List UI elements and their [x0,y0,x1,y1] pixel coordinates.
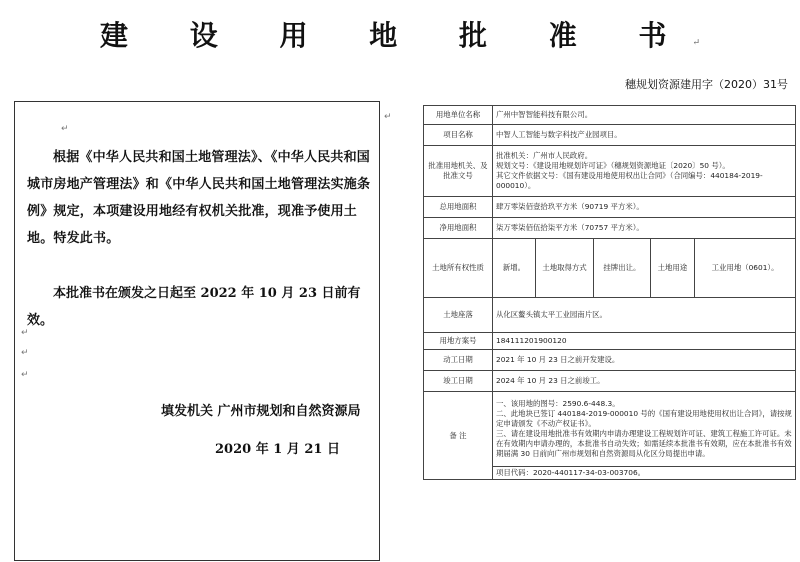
page-title [0,14,800,54]
row-value: 柒万零柒佰伍拾柒平方米（70757 平方米）。 [493,218,796,239]
row-value: 肆万零柒佰壹拾玖平方米（90719 平方米）。 [493,197,796,218]
edit-mark-icon: ↵ [692,38,701,48]
table-row [424,239,796,298]
note-2: 二、此地块已签订 440184-2019-000010 号的《国有建设用地使用权出让合同》，请按规定申请颁发《不动产权证书》。 [496,409,792,428]
edit-mark-icon: ↵ [384,112,392,122]
land-info-table [423,105,796,480]
edit-mark-icon: ↵ [21,348,29,358]
planning-doc-number: 规划文号：《建设用地规划许可证》（穗规划资源地证〔2020〕50 号）。 [496,161,730,170]
row-label: 用地方案号 [424,333,493,350]
row-label: 竣工日期 [424,371,493,392]
land-use-label: 土地用途 [650,239,694,298]
row-value: 广州中智智能科技有限公司。 [493,106,796,125]
notes-label: 备 注 [424,392,493,480]
document-number: 穗规划资源建用字（2020）31号 [625,78,788,91]
table-row [424,218,796,239]
table-row [424,106,796,125]
table-row [424,146,796,197]
table-row [424,371,796,392]
row-label: 批准用地机关、及批准文号 [424,146,493,197]
issue-date: 2020 年 1 月 21 日 [215,442,340,457]
approval-paragraph: 根据《中华人民共和国土地管理法》、《中华人民共和国城市房地产管理法》和《中华人民共和国土地管理法实施条例》规定，本项建设用地经有权机关批准，现准予使用土地。特发此书。 [27,150,371,246]
edit-mark-icon: ↵ [61,124,69,134]
table-row [424,350,796,371]
row-value: 2024 年 10 月 23 日之前竣工。 [493,371,796,392]
table-row [424,197,796,218]
edit-mark-icon: ↵ [21,328,29,338]
notes-content [493,392,796,467]
ownership-value: 新增。 [493,239,536,298]
table-row [424,125,796,146]
title-text: 建 设 用 地 批 准 书 [99,19,693,52]
project-code: 项目代码：2020-440117-34-03-003706。 [493,467,796,480]
approval-text-box [14,101,380,561]
edit-mark-icon: ↵ [21,370,29,380]
issuing-authority: 填发机关 广州市规划和自然资源局 [161,404,361,419]
note-3: 三、请在建设用地批准书有效期内申请办理建设工程规划许可证、建筑工程施工许可证。未在有效期内申请办理的，本批准书自动失效；如需延续本批准书有效期，应在本批准书有效期届满 30 日前向广州市规划和自然资源局从化区分局提出申请。 [496,429,792,458]
acquisition-label: 土地取得方式 [535,239,593,298]
row-label: 净用地面积 [424,218,493,239]
table-row [424,298,796,333]
row-label: 动工日期 [424,350,493,371]
land-use-value: 工业用地（0601）。 [695,239,796,298]
acquisition-value: 挂牌出让。 [594,239,651,298]
row-label: 项目名称 [424,125,493,146]
row-label: 土地座落 [424,298,493,333]
note-1: 一、该用地的图号：2590.6-448.3。 [496,399,620,408]
row-label: 用地单位名称 [424,106,493,125]
row-value: 中智人工智能与数字科技产业园项目。 [493,125,796,146]
row-value: 184111201900120 [493,333,796,350]
validity-paragraph: 本批准书在颁发之日起至 2022 年 10 月 23 日前有效。 [27,286,361,328]
approval-authority: 批准机关：广州市人民政府。 [496,151,593,160]
contract-number: 其它文件依据文号：《国有建设用地使用权出让合同》（合同编号：440184-2019-000010）。 [496,171,763,190]
table-row [424,392,796,467]
row-value: 从化区鳌头镇太平工业园南片区。 [493,298,796,333]
row-label: 土地所有权性质 [424,239,493,298]
row-value [493,146,796,197]
row-value: 2021 年 10 月 23 日之前开发建设。 [493,350,796,371]
row-label: 总用地面积 [424,197,493,218]
table-row [424,333,796,350]
